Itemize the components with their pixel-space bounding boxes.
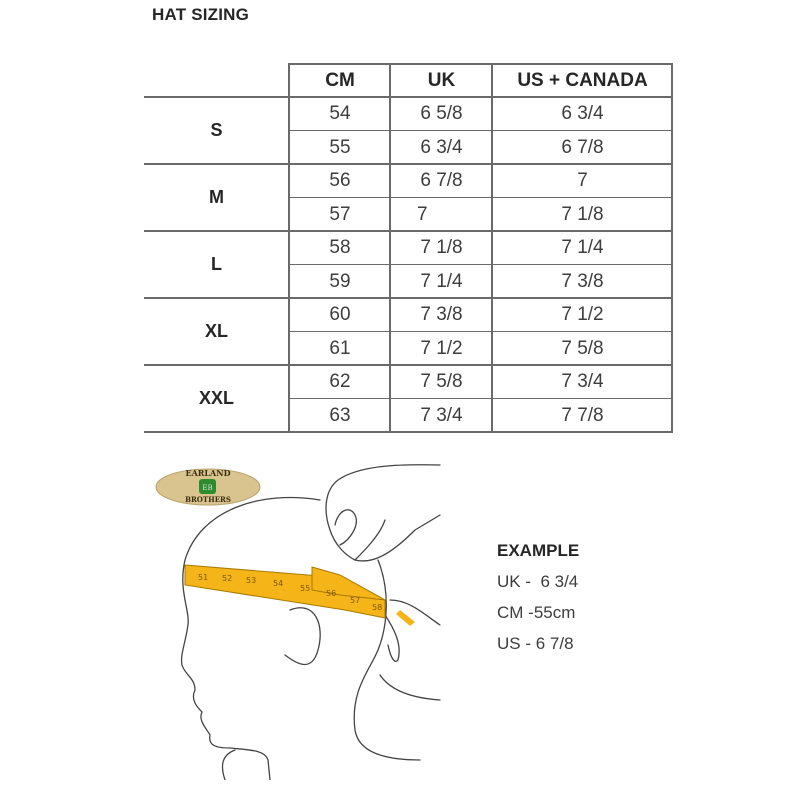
cell-cm: 55 <box>329 136 351 158</box>
cell-uk: 6 3/4 <box>420 136 463 158</box>
cell-uk: 7 1/4 <box>420 270 463 292</box>
cell-uk: 7 3/8 <box>420 303 463 325</box>
table-divider <box>389 63 391 432</box>
table-divider <box>144 96 673 98</box>
earland-brothers-logo <box>156 468 260 505</box>
size-label-s: S <box>210 120 223 140</box>
example-box <box>497 535 579 659</box>
table-divider <box>288 63 673 65</box>
svg-text:EARLAND: EARLAND <box>185 468 231 478</box>
header-us-canada: US + CANADA <box>517 69 648 91</box>
cell-cm: 61 <box>329 337 351 359</box>
svg-text:53: 53 <box>246 576 257 585</box>
table-divider <box>144 163 673 165</box>
cell-uk: 7 1/2 <box>420 337 463 359</box>
cell-cm: 56 <box>329 169 351 191</box>
example-us: US - 6 7/8 <box>497 634 574 653</box>
cell-cm: 62 <box>329 370 351 392</box>
cell-uk: 6 7/8 <box>420 169 463 191</box>
cell-us: 7 1/2 <box>561 303 604 325</box>
cell-us: 7 3/4 <box>561 370 604 392</box>
svg-text:52: 52 <box>222 574 233 583</box>
svg-text:BROTHERS: BROTHERS <box>185 495 231 504</box>
head-outline-icon <box>182 498 320 781</box>
svg-text:55: 55 <box>300 584 311 593</box>
cell-uk: 7 <box>417 203 428 225</box>
size-label-m: M <box>209 187 224 207</box>
cell-uk: 7 5/8 <box>420 370 463 392</box>
cell-cm: 59 <box>329 270 351 292</box>
svg-text:EB: EB <box>202 484 213 492</box>
svg-text:56: 56 <box>326 589 337 598</box>
svg-text:54: 54 <box>273 579 284 588</box>
svg-text:57: 57 <box>350 596 361 605</box>
table-divider <box>144 364 673 366</box>
table-divider <box>288 398 673 399</box>
cell-cm: 57 <box>329 203 351 225</box>
cell-cm: 60 <box>329 303 351 325</box>
hand-icon <box>326 465 440 561</box>
table-divider <box>144 431 673 433</box>
cell-cm: 58 <box>329 236 351 258</box>
cell-us: 7 <box>577 169 588 191</box>
table-divider <box>144 297 673 299</box>
cell-us: 6 3/4 <box>561 102 604 124</box>
size-label-l: L <box>211 254 222 274</box>
cell-uk: 7 3/4 <box>420 404 463 426</box>
cell-us: 7 5/8 <box>561 337 604 359</box>
svg-text:51: 51 <box>198 573 209 582</box>
cell-cm: 54 <box>329 102 351 124</box>
table-divider <box>288 331 673 332</box>
ear-icon <box>285 608 320 665</box>
table-divider <box>288 264 673 265</box>
page-title: HAT SIZING <box>152 5 250 24</box>
cell-us: 7 3/8 <box>561 270 604 292</box>
cell-us: 6 7/8 <box>561 136 604 158</box>
cell-us: 7 1/8 <box>561 203 604 225</box>
table-divider <box>671 63 673 432</box>
cell-us: 7 1/4 <box>561 236 604 258</box>
cell-uk: 6 5/8 <box>420 102 463 124</box>
example-heading: EXAMPLE <box>497 541 580 560</box>
cell-uk: 7 1/8 <box>420 236 463 258</box>
table-divider <box>491 63 493 432</box>
table-divider <box>144 230 673 232</box>
svg-text:58: 58 <box>372 603 383 612</box>
table-divider <box>288 130 673 131</box>
header-cm: CM <box>325 69 355 91</box>
header-uk: UK <box>427 69 456 91</box>
measuring-tape-icon <box>185 565 415 626</box>
table-divider <box>288 197 673 198</box>
size-label-xxl: XXL <box>198 388 234 408</box>
head-measurement-illustration <box>140 450 460 780</box>
cell-us: 7 7/8 <box>561 404 604 426</box>
example-cm: CM -55cm <box>497 603 576 622</box>
table-divider <box>288 63 290 432</box>
size-label-xl: XL <box>204 321 228 341</box>
cell-cm: 63 <box>329 404 351 426</box>
example-uk: UK - 6 3/4 <box>497 572 579 591</box>
